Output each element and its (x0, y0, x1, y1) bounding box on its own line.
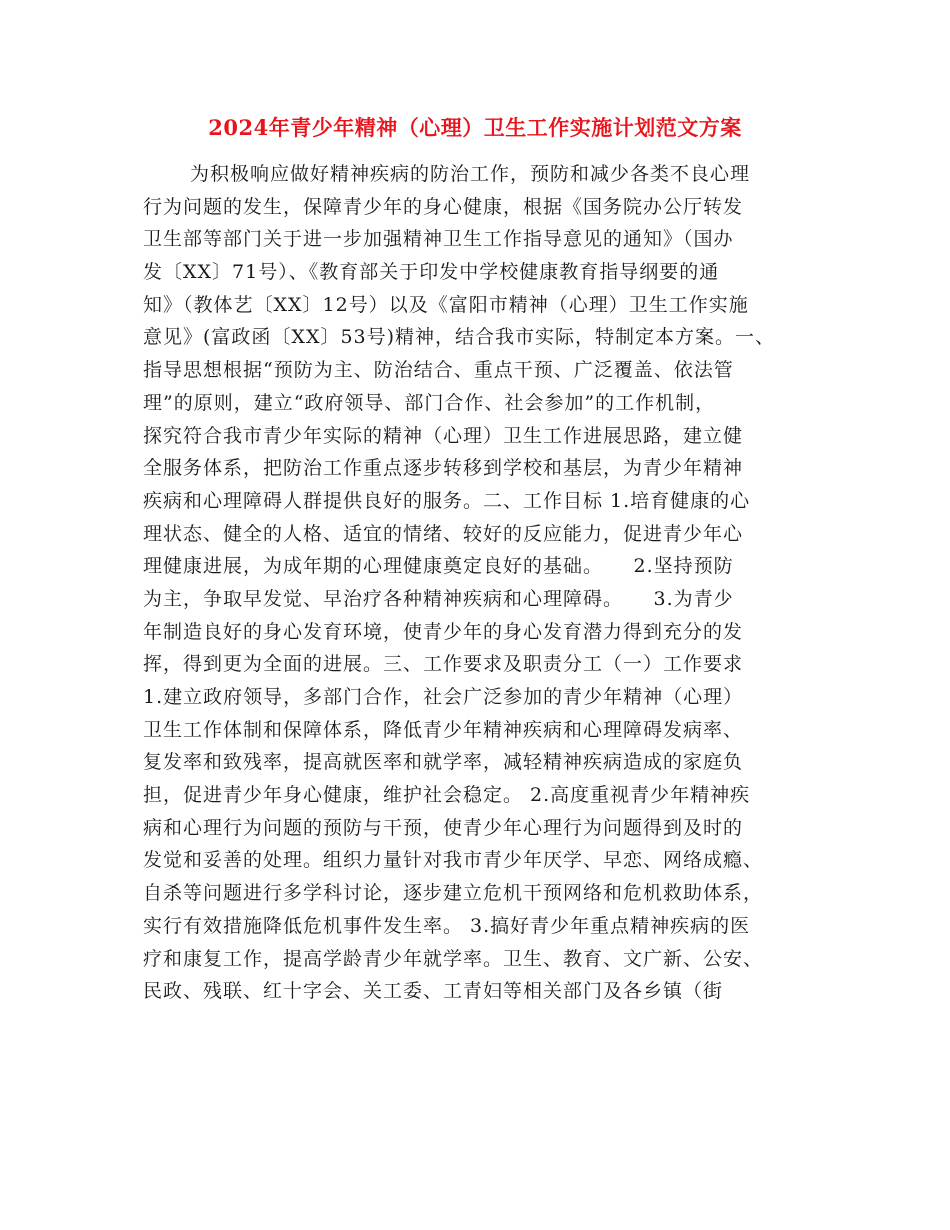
body-line: 理健康进展，为成年期的心理健康奠定良好的基础。 2.坚持预防 (143, 555, 734, 578)
body-line: 发觉和妥善的处理。组织力量针对我市青少年厌学、早恋、网络成瘾、 (143, 849, 764, 872)
body-line: 全服务体系，把防治工作重点逐步转移到学校和基层，为青少年精神 (143, 457, 744, 480)
body-line: 理状态、健全的人格、适宜的情绪、较好的反应能力，促进青少年心 (143, 522, 744, 545)
body-line: 卫生部等部门关于进一步加强精神卫生工作指导意见的通知》（国办 (143, 228, 734, 251)
body-line: 发〔XX〕71号）、《教育部关于印发中学校健康教育指导纲要的通 (143, 261, 720, 284)
document-title: 2024年青少年精神（心理）卫生工作实施计划范文方案 (208, 115, 742, 140)
body-line: 探究符合我市青少年实际的精神（心理）卫生工作进展思路，建立健 (143, 424, 744, 447)
body-line: 实行有效措施降低危机事件发生率。 3.搞好青少年重点精神疾病的医 (143, 914, 751, 937)
body-line: 民政、残联、红十字会、关工委、工青妇等相关部门及各乡镇（街 (143, 980, 724, 1003)
body-line: 为主，争取早发觉、早治疗各种精神疾病和心理障碍。 3.为青少 (143, 587, 734, 610)
body-line: 挥，得到更为全面的进展。三、工作要求及职责分工（一）工作要求 (143, 653, 744, 676)
body-line: 意见》(富政函〔XX〕53号)精神，结合我市实际，特制定本方案。一、 (143, 326, 776, 349)
body-line: 卫生工作体制和保障体系，降低青少年精神疾病和心理障碍发病率、 (143, 718, 744, 741)
document-body (143, 158, 813, 1008)
body-line: 担，促进青少年身心健康，维护社会稳定。 2.高度重视青少年精神疾 (143, 784, 751, 807)
body-line: 疾病和心理障碍人群提供良好的服务。二、工作目标 1.培育健康的心 (143, 489, 751, 512)
body-line: 复发率和致残率，提高就医率和就学率，减轻精神疾病造成的家庭负 (143, 751, 744, 774)
body-line: 知》（教体艺〔XX〕12号）以及《富阳市精神（心理）卫生工作实施 (143, 293, 749, 316)
body-line: 行为问题的发生，保障青少年的身心健康，根据《国务院办公厅转发 (143, 195, 744, 218)
body-line: 1.建立政府领导，多部门合作，社会广泛参加的青少年精神（心理） (143, 686, 744, 708)
body-line: 病和心理行为问题的预防与干预，使青少年心理行为问题得到及时的 (143, 816, 744, 839)
body-line: 指导思想根据“预防为主、防治结合、重点干预、广泛覆盖、依法管 (143, 359, 734, 382)
body-line: 为积极响应做好精神疾病的防治工作，预防和减少各类不良心理 (190, 163, 751, 185)
body-line: 疗和康复工作，提高学龄青少年就学率。卫生、教育、文广新、公安、 (143, 947, 764, 970)
body-line: 理”的原则，建立“政府领导、部门合作、社会参加”的工作机制， (143, 391, 716, 414)
body-line: 年制造良好的身心发育环境，使青少年的身心发育潜力得到充分的发 (143, 620, 744, 643)
body-line: 自杀等问题进行多学科讨论，逐步建立危机干预网络和危机救助体系， (143, 882, 764, 905)
